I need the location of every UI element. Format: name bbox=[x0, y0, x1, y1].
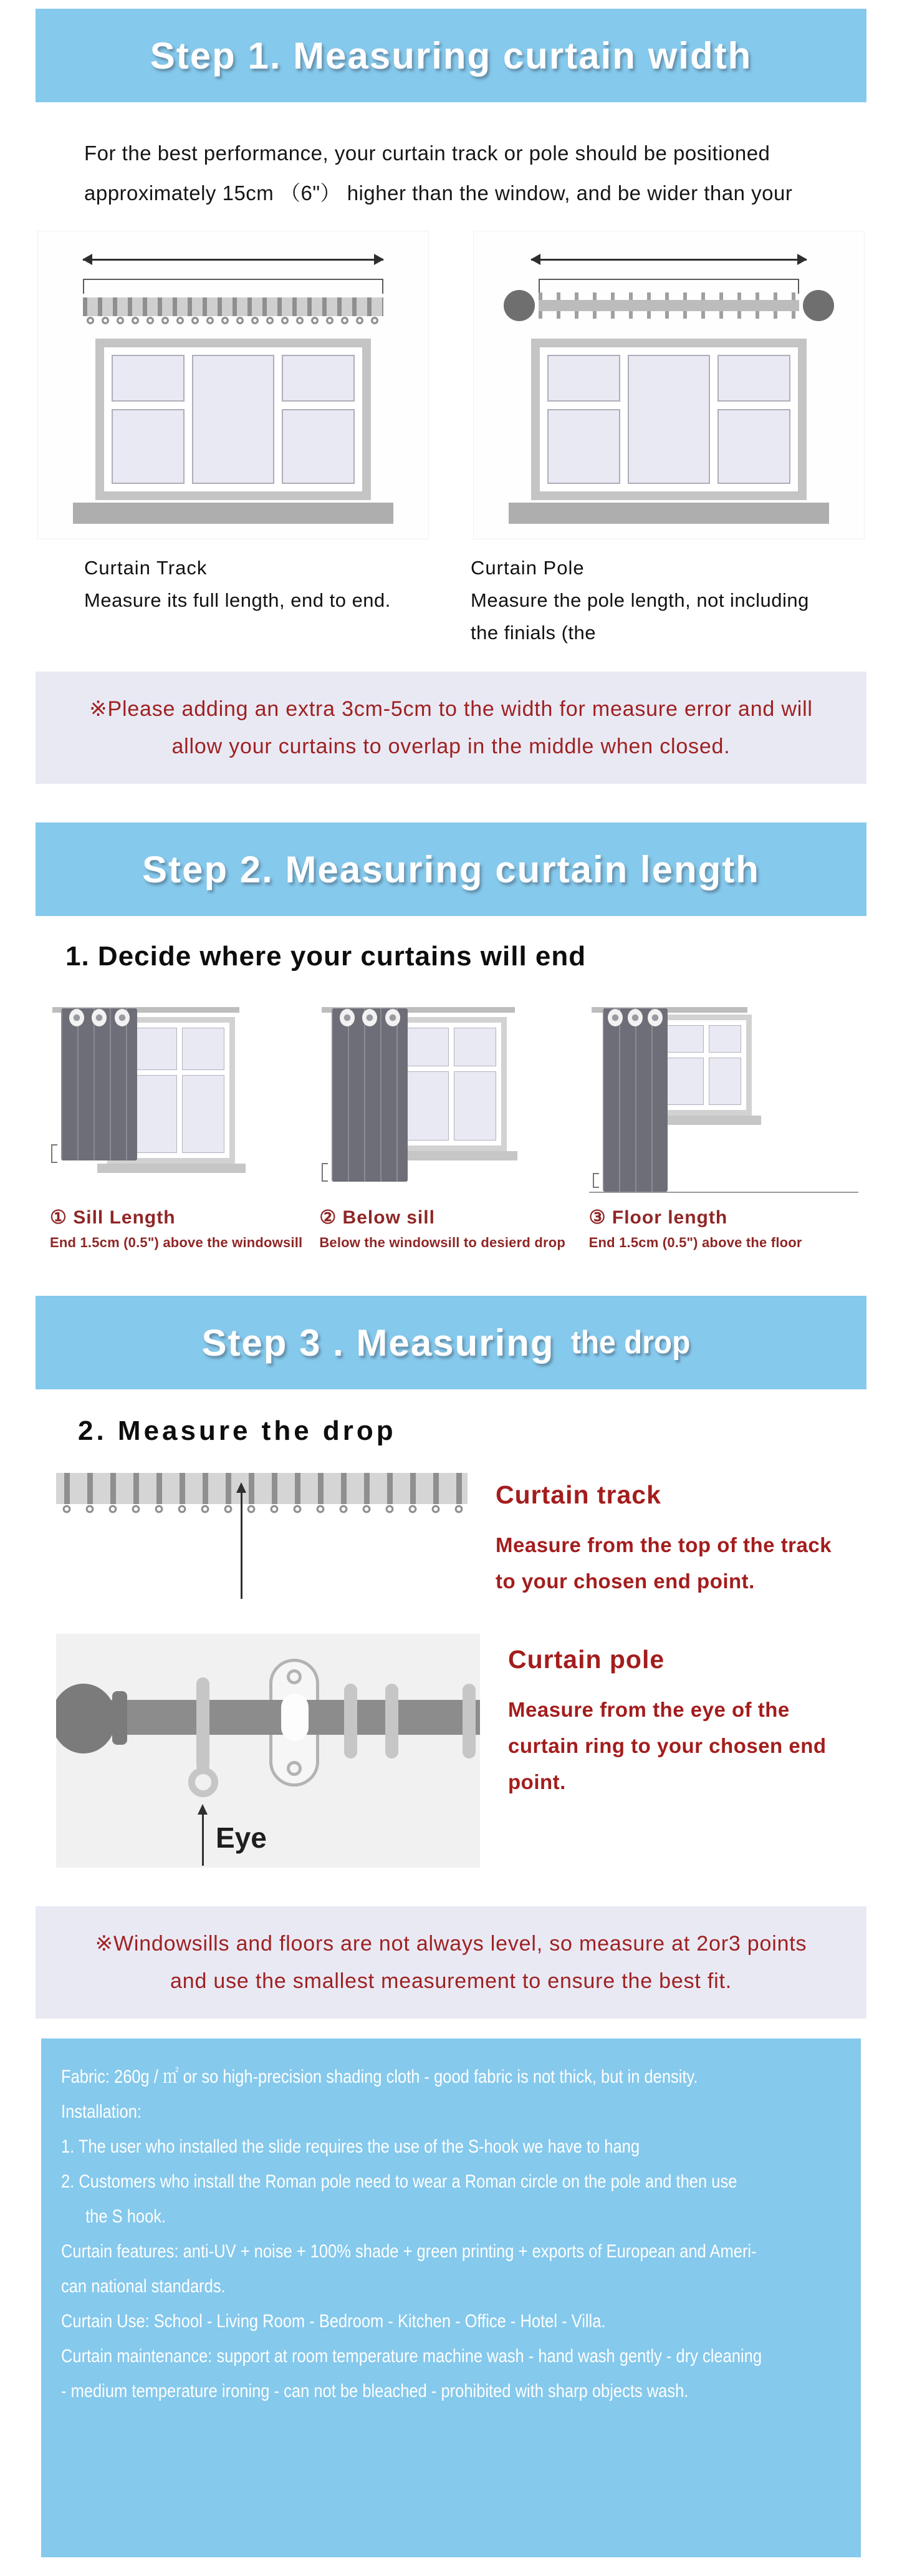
below-sill-figure bbox=[319, 1000, 588, 1193]
detail-line-use: Curtain Use: School - Living Room - Bedroom - Kitchen - Office - Hotel - Villa. bbox=[61, 2311, 606, 2332]
floor-length-figure bbox=[589, 1000, 858, 1193]
windowsill-graphic bbox=[73, 503, 393, 524]
curtain-pole-caption-body: Measure the pole length, not including the finials (the bbox=[471, 589, 809, 644]
curtain-track-caption-title: Curtain Track bbox=[84, 557, 208, 579]
curtain-length-options-row bbox=[50, 1000, 858, 1251]
curtain-pole-icon bbox=[539, 300, 799, 311]
curtain-graphic bbox=[61, 1008, 137, 1160]
window-pane bbox=[282, 355, 355, 402]
curtain-pole-closeup-figure bbox=[56, 1634, 480, 1868]
grommet-icon bbox=[362, 1009, 377, 1026]
grommet-icon bbox=[92, 1009, 107, 1026]
width-arrow-icon bbox=[531, 259, 807, 261]
pole-finial-icon bbox=[803, 290, 834, 321]
windowsill-graphic bbox=[97, 1164, 246, 1173]
length-option-sill bbox=[50, 1000, 319, 1251]
window-graphic bbox=[95, 339, 371, 500]
window-pane bbox=[628, 355, 710, 484]
pole-closeup-desc: Measure from the eye of the curtain ring to your chosen end point. bbox=[508, 1698, 827, 1793]
step3-banner bbox=[36, 1296, 866, 1389]
window-pane bbox=[454, 1071, 496, 1141]
detail-line-features-2: can national standards. bbox=[61, 2276, 226, 2297]
sill-length-label: ① Sill Length bbox=[50, 1207, 176, 1228]
grommet-icon bbox=[648, 1009, 663, 1026]
measure-bracket-icon bbox=[83, 279, 383, 294]
track-closeup-desc: Measure from the top of the track to your chosen end point. bbox=[496, 1533, 832, 1593]
detail-line-features: Curtain features: anti-UV + noise + 100% shade + green printing + exports of European and Ameri- bbox=[61, 2241, 757, 2262]
curtain-graphic bbox=[332, 1008, 408, 1182]
window-pane bbox=[717, 409, 790, 484]
grommet-icon bbox=[628, 1009, 643, 1026]
pole-closeup-title: Curtain pole bbox=[508, 1645, 665, 1674]
detail-line-maintenance-2: - medium temperature ironing - can not be bleached - prohibited with sharp objects wash. bbox=[61, 2381, 689, 2401]
detail-line-installation: Installation: bbox=[61, 2101, 142, 2122]
floor-line-icon bbox=[589, 1192, 858, 1193]
track-closeup-title: Curtain track bbox=[496, 1480, 661, 1509]
step2-heading: 1. Decide where your curtains will end bbox=[65, 941, 587, 972]
step1-banner bbox=[36, 9, 866, 102]
grommet-icon bbox=[385, 1009, 400, 1026]
measure-arrow-up-icon bbox=[241, 1492, 242, 1599]
window-pane bbox=[547, 355, 620, 402]
window-pane bbox=[182, 1075, 224, 1153]
pole-finial-icon bbox=[56, 1684, 116, 1754]
window-pane bbox=[454, 1028, 496, 1066]
curtain-track-closeup-figure bbox=[56, 1469, 468, 1601]
width-measure-note: ※Please adding an extra 3cm-5cm to the width for measure error and will allow your curtains to overlap in the middle when closed. bbox=[36, 672, 866, 784]
pole-finial-icon bbox=[504, 290, 535, 321]
grommet-icon bbox=[115, 1009, 130, 1026]
step3-heading: 2. Measure the drop bbox=[78, 1416, 396, 1446]
product-details-panel bbox=[41, 2038, 861, 2557]
window-pane bbox=[182, 1028, 224, 1070]
sill-length-desc: End 1.5cm (0.5") above the windowsill bbox=[50, 1235, 303, 1250]
curtain-pole-window-figure bbox=[473, 231, 865, 539]
detail-line-maintenance: Curtain maintenance: support at room temperature machine wash - hand wash gently - dry cleaning bbox=[61, 2346, 762, 2366]
track-gliders-icon bbox=[56, 1504, 468, 1514]
floor-length-label: ③ Floor length bbox=[588, 1207, 728, 1228]
grommet-icon bbox=[69, 1009, 84, 1026]
curtain-ring-icon bbox=[196, 1677, 209, 1772]
ring-eye-icon bbox=[188, 1767, 218, 1797]
step3-banner-title: Step 3 . Measuring bbox=[201, 1321, 555, 1364]
window-pane bbox=[192, 355, 274, 484]
curtain-pole-caption-title: Curtain Pole bbox=[471, 557, 585, 579]
measure-mark-icon bbox=[51, 1144, 57, 1163]
grommet-icon bbox=[340, 1009, 355, 1026]
length-option-floor bbox=[589, 1000, 858, 1251]
measure-mark-icon bbox=[322, 1163, 328, 1182]
detail-line-install-2: 2. Customers who install the Roman pole need to wear a Roman circle on the pole and then use bbox=[61, 2171, 737, 2192]
floor-length-desc: End 1.5cm (0.5") above the floor bbox=[588, 1235, 802, 1250]
curtain-track-caption-body: Measure its full length, end to end. bbox=[84, 589, 391, 611]
curtain-track-icon bbox=[56, 1473, 468, 1504]
measure-arrow-up-icon bbox=[202, 1813, 204, 1866]
curtain-ring-icon bbox=[344, 1684, 357, 1758]
sill-length-figure bbox=[50, 1000, 319, 1193]
curtain-ring-icon bbox=[463, 1684, 476, 1758]
window-pane bbox=[717, 355, 790, 402]
length-option-below-sill bbox=[319, 1000, 588, 1251]
track-gliders-icon bbox=[83, 316, 383, 326]
width-arrow-icon bbox=[83, 259, 383, 261]
step1-captions bbox=[84, 552, 866, 649]
eye-label: Eye bbox=[216, 1821, 267, 1854]
step1-figures-row bbox=[37, 231, 865, 539]
grommet-icon bbox=[608, 1009, 623, 1026]
step3-banner-subtitle: the drop bbox=[570, 1324, 690, 1361]
step1-banner-title: Step 1. Measuring curtain width bbox=[150, 34, 752, 77]
track-closeup-section bbox=[56, 1469, 858, 1601]
window-pane bbox=[547, 409, 620, 484]
pole-closeup-section bbox=[56, 1634, 858, 1868]
bracket-slot-icon bbox=[281, 1694, 309, 1741]
step1-intro-text: For the best performance, your curtain track or pole should be positioned approximately 15cm （6"） higher than the window, and be wider than your bbox=[84, 142, 793, 205]
detail-line-install-2b: the S hook. bbox=[85, 2206, 166, 2227]
curtain-track-window-figure bbox=[37, 231, 429, 539]
screw-hole-icon bbox=[287, 1669, 302, 1684]
window-pane bbox=[282, 409, 355, 484]
detail-line-fabric: Fabric: 260g / ㎡ or so high-precision shading cloth - good fabric is not thick, but in density. bbox=[61, 2067, 698, 2087]
windowsill-graphic bbox=[509, 503, 829, 524]
screw-hole-icon bbox=[287, 1761, 302, 1776]
drop-measure-note: ※Windowsills and floors are not always level, so measure at 2or3 points and use the smallest measurement to ensure the best fit. bbox=[36, 1906, 866, 2019]
window-graphic bbox=[531, 339, 807, 500]
measure-mark-icon bbox=[593, 1173, 599, 1188]
step2-banner-title: Step 2. Measuring curtain length bbox=[142, 848, 760, 890]
curtain-graphic bbox=[603, 1008, 668, 1192]
below-sill-desc: Below the windowsill to desierd drop bbox=[319, 1235, 565, 1250]
window-pane bbox=[709, 1058, 741, 1105]
detail-line-install-1: 1. The user who installed the slide requires the use of the S-hook we have to hang bbox=[61, 2136, 640, 2157]
curtain-ring-icon bbox=[385, 1684, 398, 1758]
below-sill-label: ② Below sill bbox=[319, 1207, 435, 1228]
window-pane bbox=[112, 409, 185, 484]
curtain-track-icon bbox=[83, 297, 383, 316]
step2-banner bbox=[36, 822, 866, 916]
measure-bracket-icon bbox=[539, 279, 799, 294]
window-pane bbox=[709, 1025, 741, 1053]
window-pane bbox=[112, 355, 185, 402]
